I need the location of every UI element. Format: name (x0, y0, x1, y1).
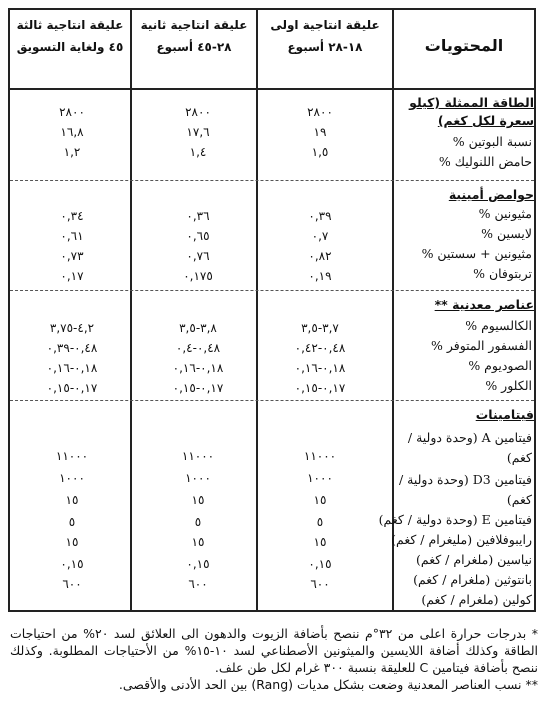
row-label-sodium: الصوديوم % (468, 358, 532, 373)
row-label-calcium: الكالسيوم % (465, 318, 532, 333)
lysine-col3: ٠,٦١ (60, 229, 84, 243)
row-label-tryptophan: تربتوفان % (473, 266, 532, 281)
header-col3-title: عليقة انتاجية ثالثة (16, 18, 124, 32)
pantothen-col1: ٠,١٥ (308, 557, 332, 571)
tryptophan-col2: ٠,١٧٥ (183, 269, 213, 283)
section-divider (10, 290, 534, 291)
linoleic-col1: ١,٥ (311, 145, 329, 159)
row-label-lysine: لايسين % (481, 226, 532, 241)
header-col2-title: عليقة انتاجية ثانية (140, 18, 248, 32)
choline-col1: ٦٠٠ (310, 577, 330, 591)
niacin-col2: ١٥ (191, 535, 205, 549)
pantothen-col3: ٠,١٥ (60, 557, 84, 571)
row-label-chlorine: الكلور % (485, 378, 532, 393)
phosphorus-col3: ٠,٤٨-٠,٣٩ (46, 341, 98, 355)
linoleic-col3: ١,٢ (63, 145, 81, 159)
lysine-col2: ٠,٦٥ (186, 229, 210, 243)
row-label-meth-cys: مثيونين + سستين % (421, 246, 532, 261)
chlorine-col3: ٠,١٧-٠,١٥ (46, 381, 98, 395)
header-col1-period: ١٨-٢٨ أسبوع (287, 40, 363, 54)
row-label-niacin: نياسين (ملغرام / كغم) (416, 552, 532, 567)
choline-col2: ٦٠٠ (188, 577, 208, 591)
methionine-col2: ٠,٣٦ (186, 209, 210, 223)
footnote-minerals-range: ** نسب العناصر المعدنية وضعت بشكل مديات (Rang) بين الحد الأدنى والأقصى. (118, 677, 538, 692)
meth-cys-col1: ٠,٨٢ (308, 249, 332, 263)
header-col3-period: ٤٥ ولغاية التسويق (16, 40, 124, 54)
vitamin-e-col1: ١٥ (313, 493, 327, 507)
header-col1-title: عليقة انتاجية اولى (270, 18, 380, 32)
energy-col2: ٢٨٠٠ (185, 105, 211, 119)
header-col3 (10, 14, 130, 84)
meth-cys-col2: ٠,٧٦ (186, 249, 210, 263)
vitamin-a-col3: ١١٠٠٠ (55, 449, 89, 463)
methionine-col3: ٠,٣٤ (60, 209, 84, 223)
row-label-methionine: مثيونين % (478, 206, 532, 221)
nutrition-table (8, 8, 536, 612)
linoleic-col2: ١,٤ (189, 145, 207, 159)
niacin-col1: ١٥ (313, 535, 327, 549)
header-col2-period: ٢٨-٤٥ أسبوع (156, 40, 232, 54)
phosphorus-col2: ٠,٤٨-٠,٤ (175, 341, 221, 355)
vitamin-a-col1: ١١٠٠٠ (303, 449, 337, 463)
energy-col3: ٢٨٠٠ (59, 105, 85, 119)
section-title-energy: الطاقة الممثلة (كيلو سعرة لكل كغم) (409, 95, 534, 128)
footnotes (10, 625, 538, 693)
header-col2 (132, 14, 256, 84)
calcium-col3: ٤,٢-٣,٧٥ (49, 321, 95, 335)
vitamin-a-col2: ١١٠٠٠ (181, 449, 215, 463)
vitamin-d3-col1: ١٠٠٠ (307, 471, 333, 485)
section-title-vitamins: فيتامينات (475, 407, 534, 422)
niacin-col3: ١٥ (65, 535, 79, 549)
section-title-minerals: عناصر معدنية ** (434, 297, 534, 312)
header-col1 (258, 14, 392, 84)
row-label-vitamin-e: فيتامين E (وحدة دولية / كغم) (378, 512, 532, 527)
sodium-col3: ٠,١٨-٠,١٦ (46, 361, 98, 375)
sodium-col2: ٠,١٨-٠,١٦ (172, 361, 224, 375)
calcium-col1: ٣,٧-٣,٥ (301, 321, 339, 335)
pantothen-col2: ٠,١٥ (186, 557, 210, 571)
vitamin-e-col2: ١٥ (191, 493, 205, 507)
row-label-vitamin-d3: فيتامين D3 (وحدة دولية / كغم) (398, 472, 532, 507)
lysine-col1: ٠,٧ (311, 229, 329, 243)
section-divider (10, 400, 534, 401)
vitamin-e-col3: ١٥ (65, 493, 79, 507)
choline-col3: ٦٠٠ (62, 577, 82, 591)
energy-col1: ٢٨٠٠ (307, 105, 333, 119)
vitamin-d3-col2: ١٠٠٠ (185, 471, 211, 485)
chlorine-col1: ٠,١٧-٠,١٥ (294, 381, 346, 395)
row-label-pantothen: بانتوثين (ملغرام / كغم) (413, 572, 532, 587)
section-divider (10, 180, 534, 181)
methionine-col1: ٠,٣٩ (308, 209, 332, 223)
header-contents: المحتويات (424, 36, 504, 55)
row-label-linoleic: حامض اللنوليك % (438, 154, 532, 169)
riboflavin-col2: ٥ (194, 515, 202, 529)
row-label-phosphorus: الفسفور المتوفر % (430, 338, 532, 353)
phosphorus-col1: ٠,٤٨-٠,٤٢ (294, 341, 346, 355)
riboflavin-col1: ٥ (316, 515, 324, 529)
sodium-col1: ٠,١٨-٠,١٦ (294, 361, 346, 375)
row-label-vitamin-a: فيتامين A (وحدة دولية / كغم) (407, 430, 532, 465)
protein-col3: ١٦,٨ (60, 125, 84, 139)
tryptophan-col1: ٠,١٩ (308, 269, 332, 283)
header-divider (10, 88, 534, 90)
protein-col2: ١٧,٦ (186, 125, 210, 139)
meth-cys-col3: ٠,٧٣ (60, 249, 84, 263)
tryptophan-col3: ٠,١٧ (60, 269, 84, 283)
calcium-col2: ٣,٨-٣,٥ (179, 321, 217, 335)
footnote-temperature: * بدرجات حرارة اعلى من ٣٢°م ننصح بأضافة الزيوت والدهون الى العلائق لسد ٢٠% من احتياجات الطاقة وكذلك أضافة اللايسين والميثونين الأصطناعي لسد ١٠-١٥% من الأحتياجات المطلوبة. وكذلك ننصح بأضافة فيتامين C للعليقة بنسبة ٣٠٠ غرام لكل طن علف. (10, 626, 538, 675)
row-label-riboflavin: رايبوفلافين (مليغرام / كغم) (391, 532, 532, 547)
row-label-choline: كولين (ملغرام / كغم) (421, 592, 532, 607)
row-label-protein: نسبة البوتين % (452, 134, 532, 149)
protein-col1: ١٩ (313, 125, 327, 139)
section-title-amino: حوامض أمينية (448, 187, 534, 202)
riboflavin-col3: ٥ (68, 515, 76, 529)
vitamin-d3-col3: ١٠٠٠ (59, 471, 85, 485)
chlorine-col2: ٠,١٧-٠,١٥ (172, 381, 224, 395)
